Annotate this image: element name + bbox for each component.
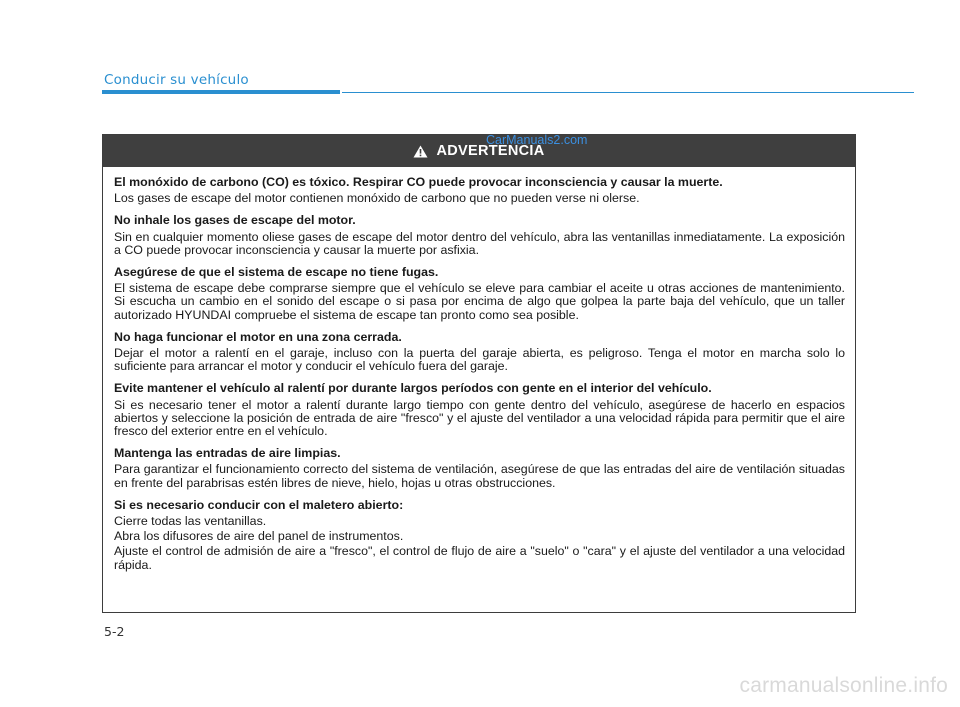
warning-lead: Si es necesario conducir con el maletero abierto: [114,497,404,512]
warning-lead: Mantenga las entradas de aire limpias. [114,446,341,461]
watermark-link[interactable]: CarManuals2.com [486,133,588,147]
warning-lead: No inhale los gases de escape del motor. [114,213,356,228]
warning-body [103,167,855,572]
warning-lead: El monóxido de carbono (CO) es tóxico. Respirar CO puede provocar inconsciencia y causar la muerte. [114,175,723,189]
warning-lead: Asegúrese de que el sistema de escape no tiene fugas. [114,265,439,280]
warning-header [103,135,855,167]
section-title: Conducir su vehículo [104,72,249,88]
warning-text: Abra los difusores de aire del panel de instrumentos. [114,529,404,544]
warning-text: El sistema de escape debe comprarse siempre que el vehículo se eleve para cambiar el aceite u otras acciones de mantenimiento. Si escucha un cambio en el sonido del escape o si pasa por encima de algo que golpea la parte baja del vehículo, que un taller autorizado HYUNDAI compruebe el sistema de escape tan pronto como sea posible. [114,281,845,322]
warning-text: Sin en cualquier momento oliese gases de escape del motor dentro del vehículo, abra las ventanillas inmediatamente. La exposición a CO puede provocar inconsciencia y causar la muerte por asfixia. [114,229,845,257]
warning-text: Ajuste el control de admisión de aire a "fresco", el control de flujo de aire a "suelo" o "cara" y el ajuste del ventilador a una velocidad rápida. [114,544,845,572]
warning-text: Si es necesario tener el motor a ralentí durante largo tiempo con gente dentro del vehículo, asegúrese de hacerlo en espacios abiertos y seleccione la posición de entrada de aire "fresco" y el ajuste del ventilador a una velocidad rápida para permitir que el aire fresco del exterior entre en el vehículo. [114,397,845,439]
warning-lead: No haga funcionar el motor en una zona cerrada. [114,329,402,344]
page-number: 5-2 [104,624,125,639]
warning-title: ADVERTENCIA [436,143,545,159]
warning-triangle-icon [413,145,428,158]
section-rule-thin [342,92,914,94]
warning-lead: Evite mantener el vehículo al ralentí por durante largos períodos con gente en el interior del vehículo. [114,381,712,396]
warning-text: Los gases de escape del motor contienen monóxido de carbono que no pueden verse ni olerse. [114,191,640,206]
section-rule-thick [102,90,340,94]
watermark-footer: carmanualsonline.info [739,674,948,697]
warning-text: Dejar el motor a ralentí en el garaje, incluso con la puerta del garaje abierta, es peligroso. Tenga el motor en marcha solo lo suficiente para arrancar el motor y conducir el vehículo fuera del garaje. [114,346,845,374]
warning-text: Cierre todas las ventanillas. [114,514,267,529]
warning-text: Para garantizar el funcionamiento correcto del sistema de ventilación, asegúrese de que las entradas del aire de ventilación situadas en frente del parabrisas estén libres de nieve, hielo, hojas u otras obstrucciones. [114,462,845,490]
warning-box [102,134,856,613]
